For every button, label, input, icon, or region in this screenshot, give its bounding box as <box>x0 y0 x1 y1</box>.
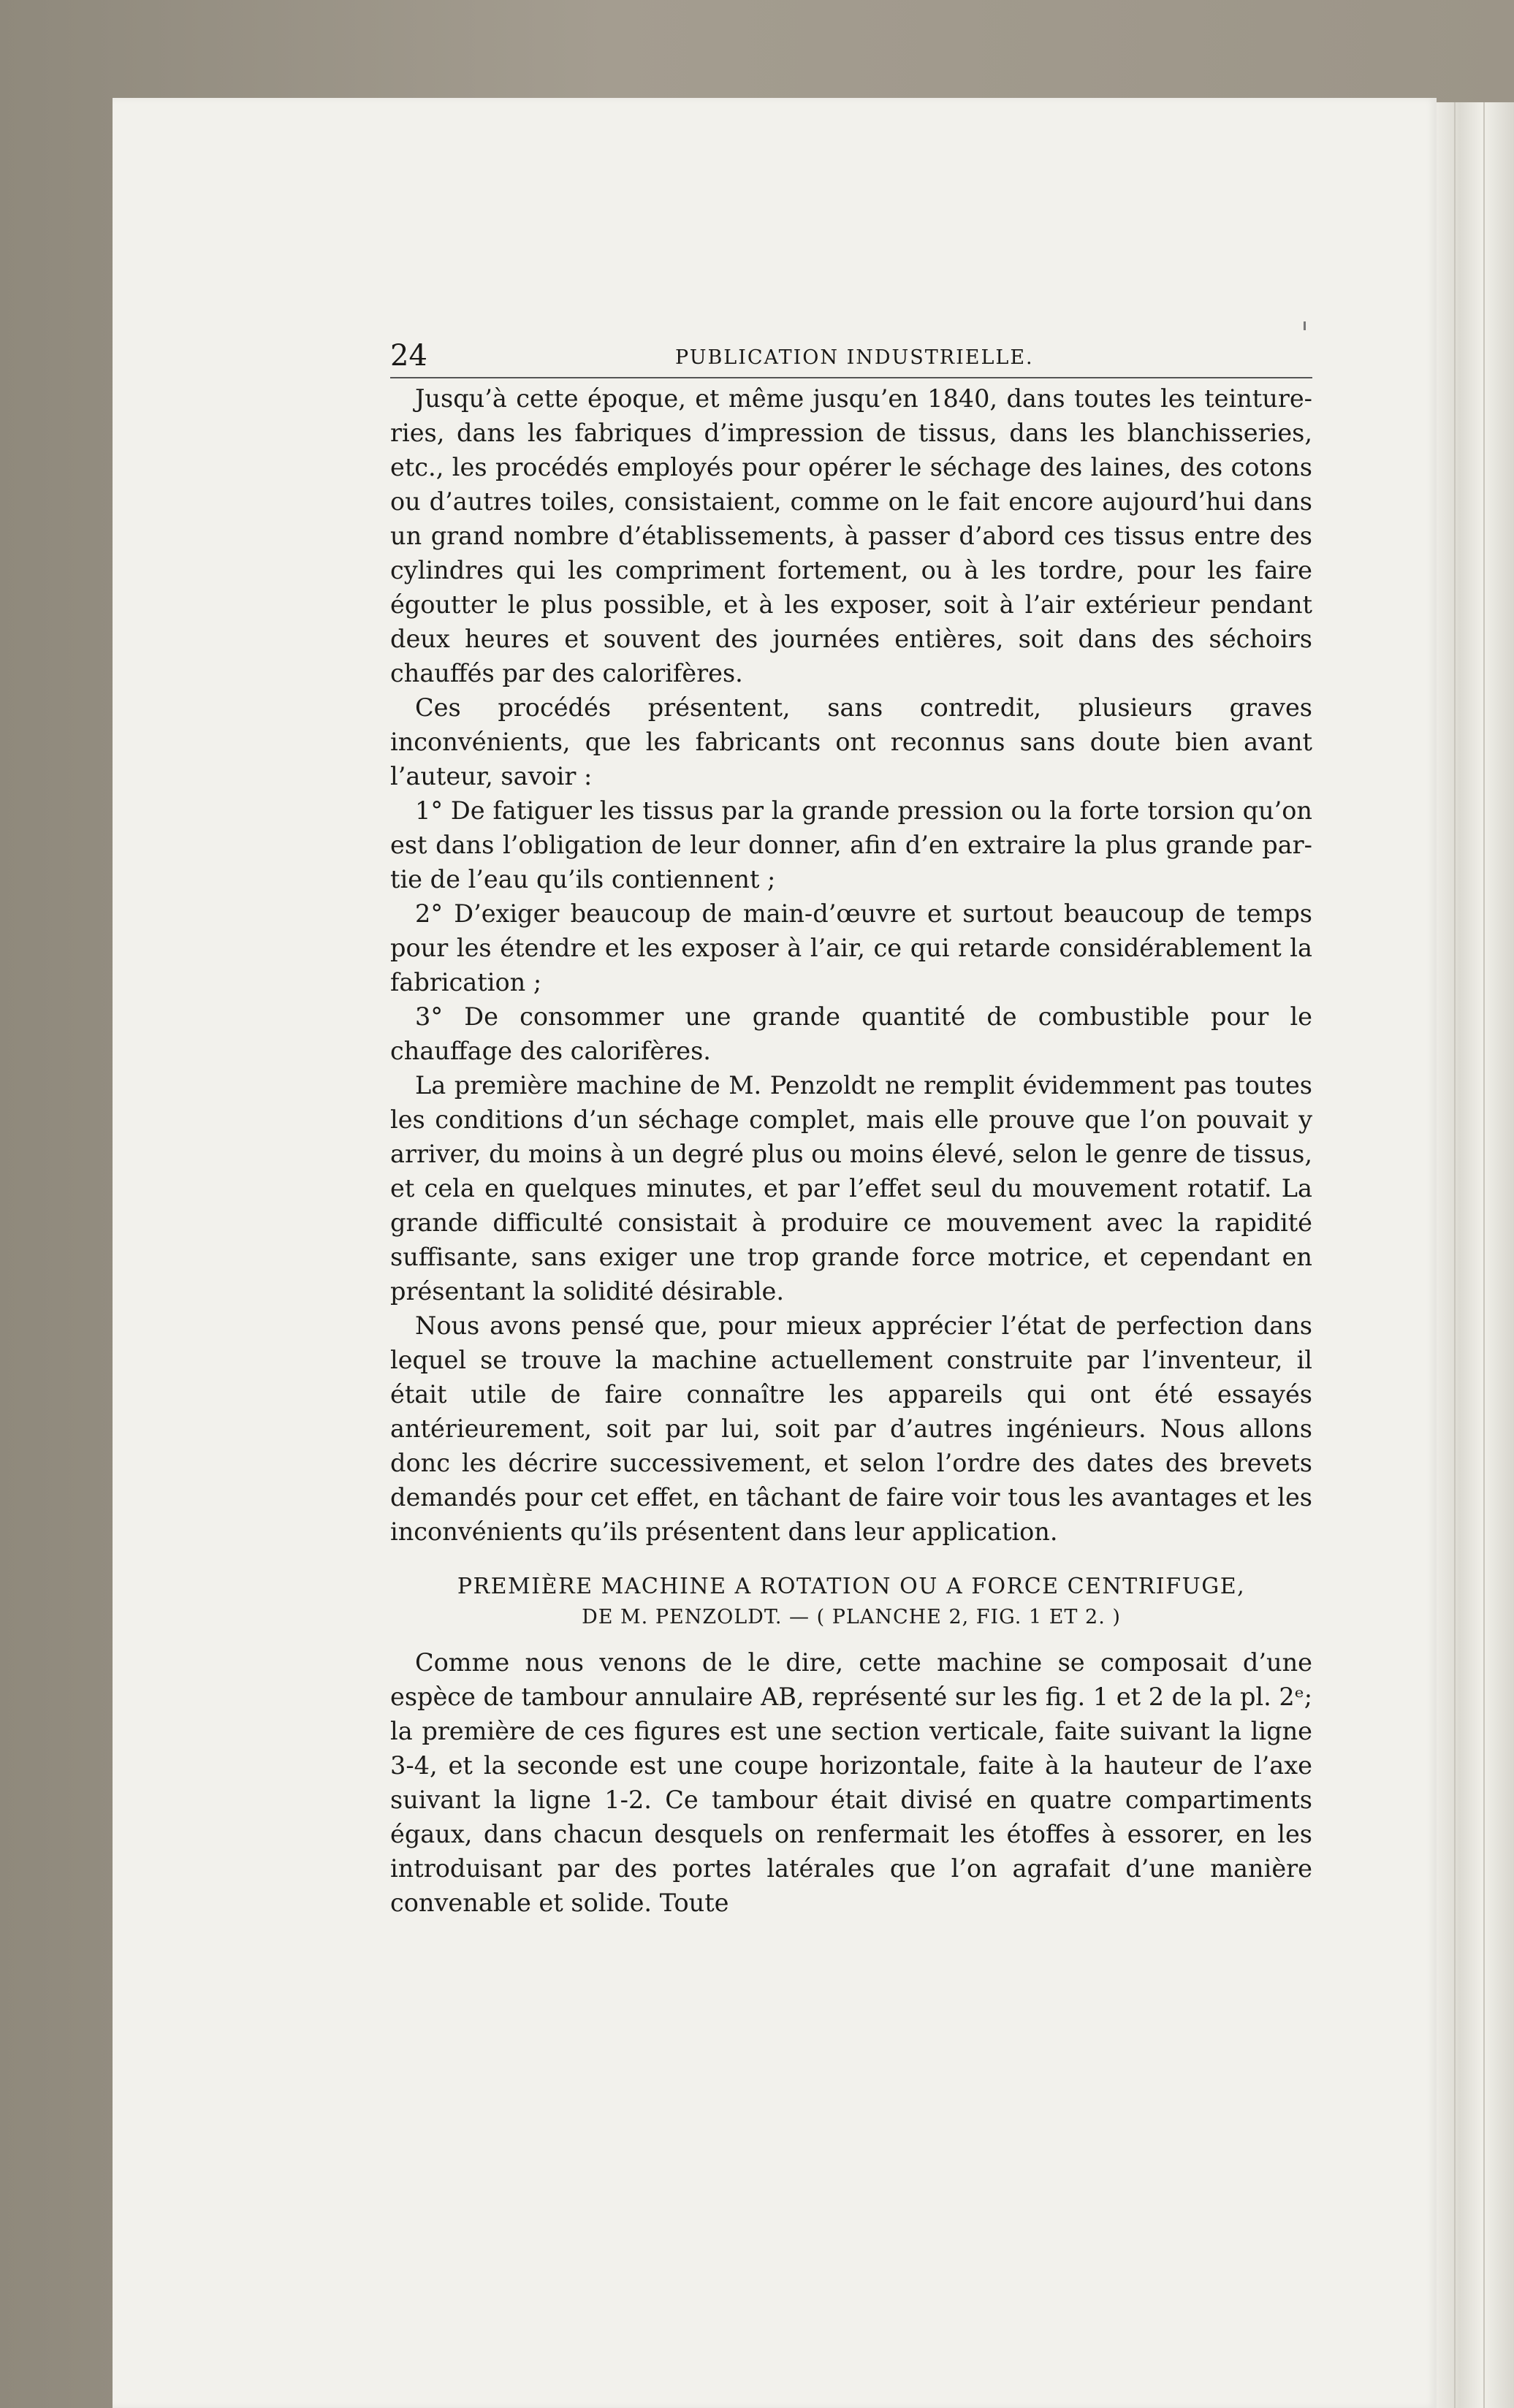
paragraph: Comme nous venons de le dire, cette machine se composait d’une espèce de tambour annulaire AB, représenté sur les fig. 1 et 2 de la pl. 2ᵉ; la première de ces figures est une section verticale, faite suivant la ligne 3-4, et la seconde est une coupe horizontale, faite à la hauteur de l’axe suivant la ligne 1-2. Ce tambour était divisé en quatre compartiments égaux, dans chacun desquels on renfermait les étoffes à essorer, en les introduisant par des portes latérales que l’on agrafait d’une manière convenable et solide. Toute <box>390 1648 1312 1917</box>
paragraph: Ces procédés présentent, sans contredit, plusieurs graves inconvénients, que les fabricants ont reconnus sans doute bien avant l’auteur, savoir : <box>390 693 1312 790</box>
paragraph: 1° De fatiguer les tissus par la grande pression ou la forte torsion qu’on est dans l’obligation de leur donner, afin d’en extraire la plus grande partie de l’eau qu’ils contiennent ; <box>390 796 1312 894</box>
paragraph: La première machine de M. Penzoldt ne remplit évidemment pas toutes les conditions d’un séchage complet, mais elle prouve que l’on pouvait y arriver, du moins à un degré plus ou moins élevé, selon le genre de tissus, et cela en quelques minutes, et par l’effet seul du mouvement rotatif. La grande difficulté consistait à produire ce mouvement avec la rapidité suffisante, sans exiger une trop grande force motrice, et cependant en présentant la solidité désirable. <box>390 1071 1312 1306</box>
running-head: PUBLICATION INDUSTRIELLE. <box>675 346 1034 369</box>
adjacent-page-edge <box>1437 102 1514 2408</box>
paragraph: Jusqu’à cette époque, et même jusqu’en 1840, dans toutes les teintureries, dans les fabriques d’impression de tissus, dans les blanchisseries, etc., les procédés employés pour opérer le séchage des laines, des cotons ou d’autres toiles, consistaient, comme on le fait encore aujourd’hui dans un grand nombre d’établissements, à passer d’abord ces tissus entre des cylindres qui les compriment fortement, ou à les tordre, pour les faire égoutter le plus possible, et à les exposer, soit à l’air extérieur pendant deux heures et souvent des journées entières, soit dans des séchoirs chauffés par des calorifères. <box>390 384 1312 687</box>
body-text <box>390 381 1312 1920</box>
page-corner-mark <box>1304 321 1306 330</box>
header-rule <box>390 377 1312 378</box>
page-edge-line <box>1483 102 1485 2408</box>
page-header <box>390 339 1311 373</box>
section-heading <box>390 1571 1312 1632</box>
paragraph: Nous avons pensé que, pour mieux apprécier l’état de perfection dans lequel se trouve la machine actuellement construite par l’inventeur, il était utile de faire connaître les appareils qui ont été essayés antérieurement, soit par lui, soit par d’autres ingénieurs. Nous allons donc les décrire successivement, et selon l’ordre des dates des brevets demandés pour cet effet, en tâchant de faire voir tous les avantages et les inconvénients qu’ils présentent dans leur application. <box>390 1311 1312 1546</box>
paragraph: 2° D’exiger beaucoup de main-d’œuvre et surtout beaucoup de temps pour les étendre et les exposer à l’air, ce qui retarde considérablement la fabrication ; <box>390 899 1312 997</box>
section-heading-subtitle: DE M. PENZOLDT. — ( PLANCHE 2, FIG. 1 ET 2. ) <box>582 1606 1121 1628</box>
page-number: 24 <box>390 339 427 373</box>
section-heading-title: PREMIÈRE MACHINE A ROTATION OU A FORCE CENTRIFUGE, <box>457 1574 1246 1599</box>
page-edge-line <box>1454 102 1456 2408</box>
paragraph: 3° De consommer une grande quantité de combustible pour le chauffage des calorifères. <box>390 1002 1312 1065</box>
